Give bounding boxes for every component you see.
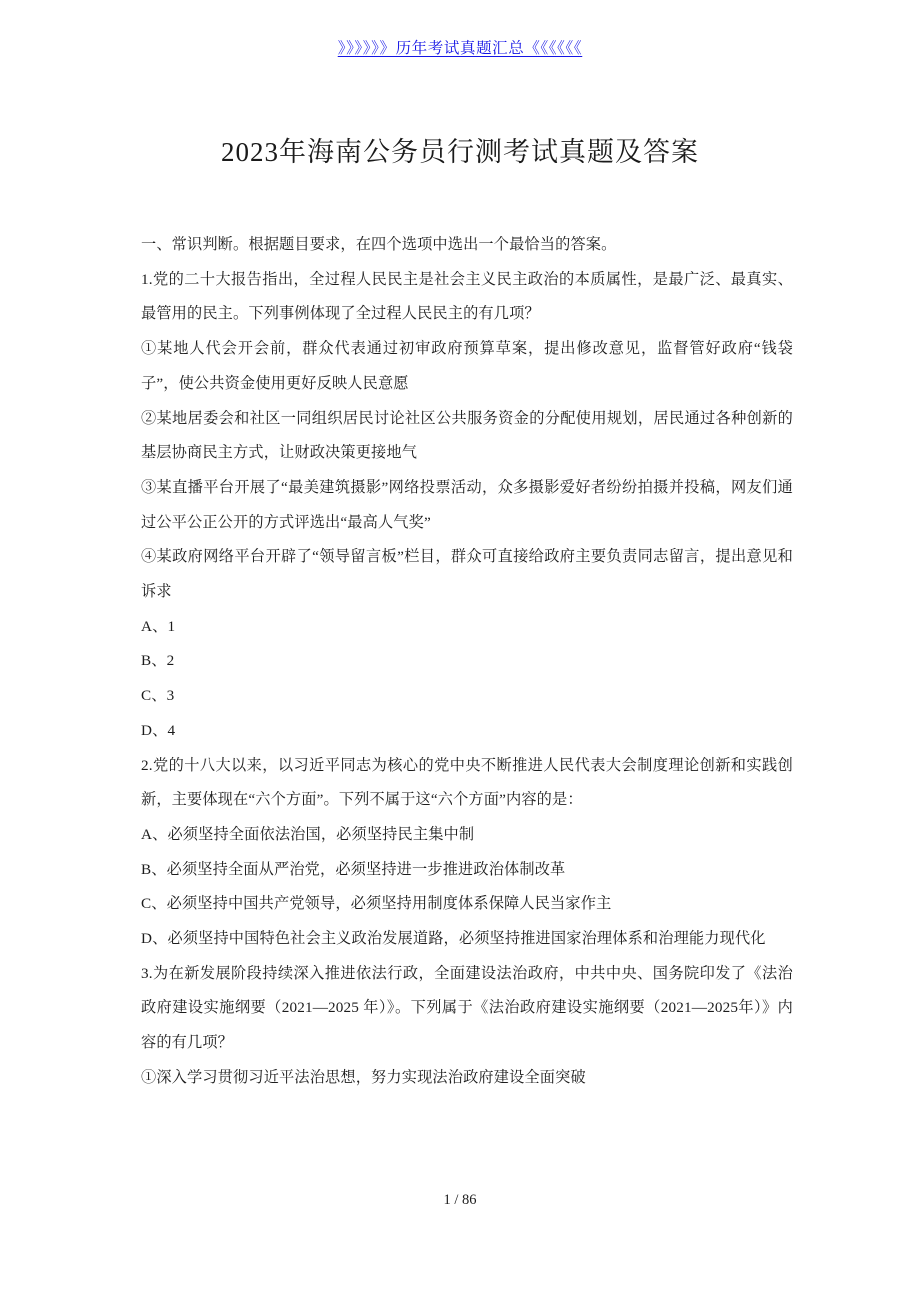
- exam-archive-link[interactable]: 》》》》》》历年考试真题汇总《《《《《《: [337, 40, 583, 57]
- question-2-option-d[interactable]: D、必须坚持中国特色社会主义政治发展道路，必须坚持推进国家治理体系和治理能力现代化: [141, 930, 766, 948]
- question-1-stem: 1.党的二十大报告指出，全过程人民民主是社会主义民主政治的本质属性，是最广泛、最真实、最管用的民主。下列事例体现了全过程人民民主的有几项？: [141, 270, 793, 323]
- question-1-option-c[interactable]: C、3: [141, 687, 175, 705]
- header-link-row: [0, 36, 920, 58]
- question-2-stem: 2.党的十八大以来，以习近平同志为核心的党中央不断推进人民代表大会制度理论创新和实践创新，主要体现在“六个方面”。下列不属于这“六个方面”内容的是：: [141, 756, 793, 809]
- question-2-option-b[interactable]: B、必须坚持全面从严治党，必须坚持进一步推进政治体制改革: [141, 860, 566, 878]
- question-1-option-b[interactable]: B、2: [141, 652, 175, 670]
- page-number-indicator: 1 / 86: [443, 1192, 477, 1208]
- page-title: 2023年海南公务员行测考试真题及答案: [221, 137, 699, 168]
- question-1-item-4: ④某政府网络平台开辟了“领导留言板”栏目，群众可直接给政府主要负责同志留言，提出意见和诉求: [141, 548, 793, 601]
- section-heading: 一、常识判断。根据题目要求，在四个选项中选出一个最恰当的答案。: [141, 236, 617, 253]
- question-1-option-d[interactable]: D、4: [141, 721, 176, 739]
- question-3-item-1: ①深入学习贯彻习近平法治思想，努力实现法治政府建设全面突破: [141, 1068, 586, 1086]
- question-1-item-2: ②某地居委会和社区一同组织居民讨论社区公共服务资金的分配使用规划，居民通过各种创新的基层协商民主方式，让财政决策更接地气: [141, 409, 793, 462]
- question-1-item-3: ③某直播平台开展了“最美建筑摄影”网络投票活动，众多摄影爱好者纷纷拍摄并投稿，网友们通过公平公正公开的方式评选出“最高人气奖”: [141, 478, 793, 531]
- question-1-option-a[interactable]: A、1: [141, 617, 176, 635]
- document-body: [141, 228, 793, 1096]
- question-2-option-c[interactable]: C、必须坚持中国共产党领导，必须坚持用制度体系保障人民当家作主: [141, 895, 612, 913]
- question-2-option-a[interactable]: A、必须坚持全面依法治国，必须坚持民主集中制: [141, 825, 475, 843]
- question-3-stem: 3.为在新发展阶段持续深入推进依法行政，全面建设法治政府，中共中央、国务院印发了《法治政府建设实施纲要（2021—2025 年）》。下列属于《法治政府建设实施纲要（2021—2025年）》内容的有几项？: [141, 964, 793, 1052]
- question-1-item-1: ①某地人代会开会前，群众代表通过初审政府预算草案，提出修改意见，监督管好政府“钱袋子”，使公共资金使用更好反映人民意愿: [141, 340, 793, 392]
